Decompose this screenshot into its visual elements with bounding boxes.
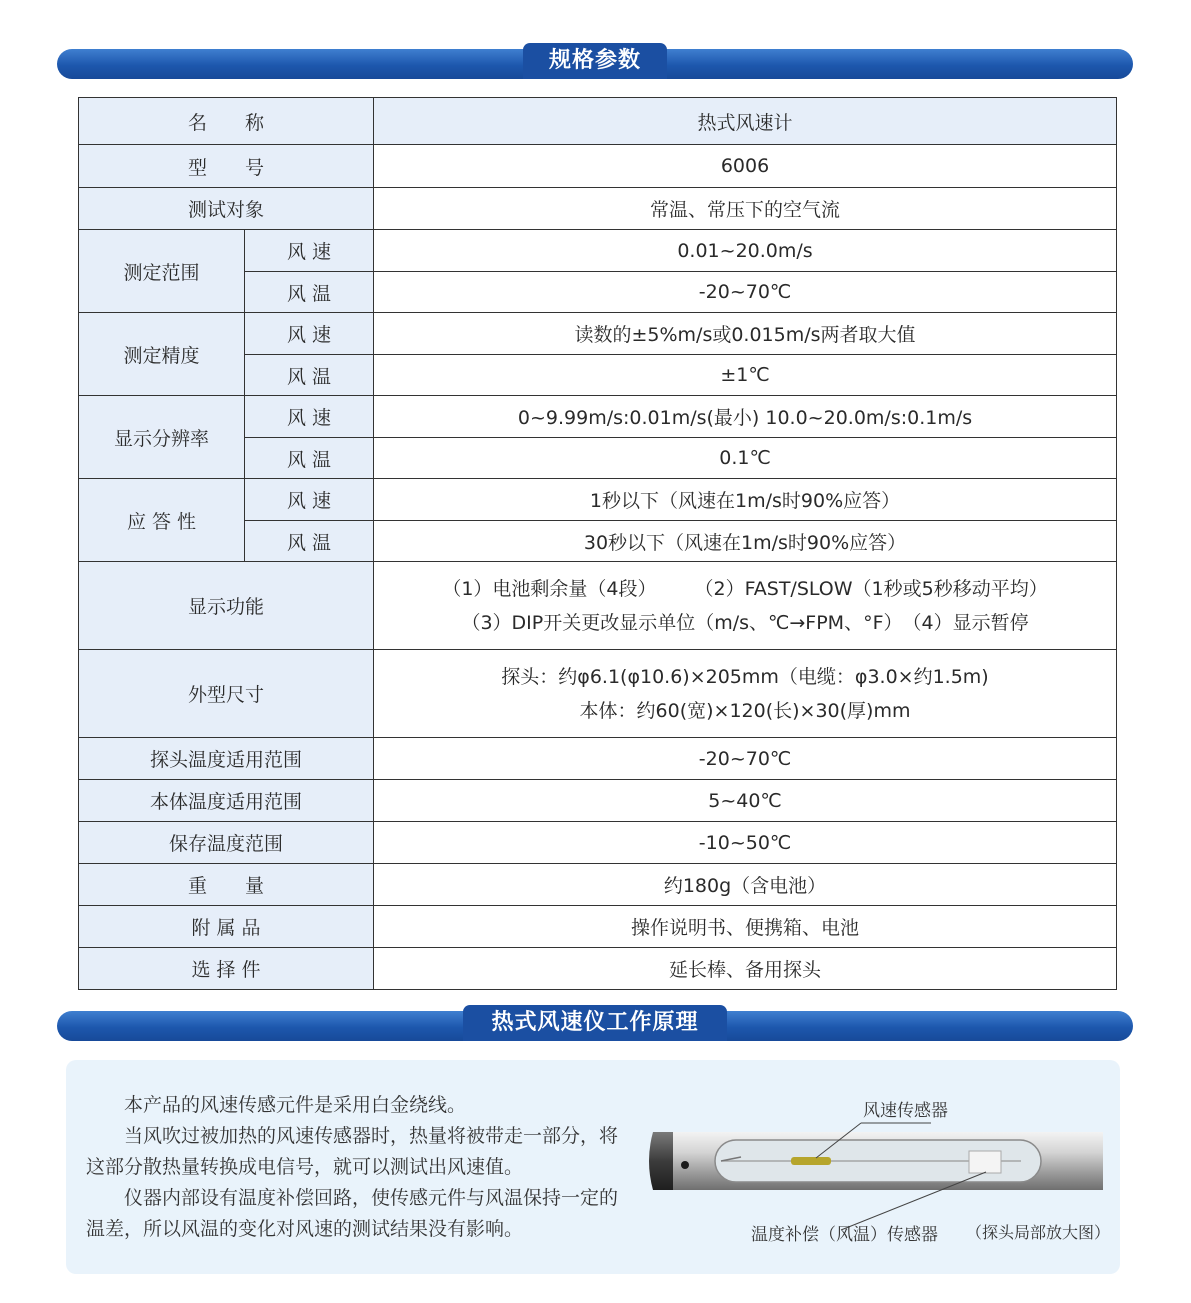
probe-hole (681, 1161, 689, 1169)
temp-sensor-element (969, 1151, 1001, 1173)
model-label: 型 号 (79, 145, 374, 188)
table-row (79, 906, 1117, 948)
accuracy-label: 测定精度 (79, 313, 245, 396)
size-line-1: 探头：约φ6.1(φ10.6)×205mm（电缆：φ3.0×约1.5m) (501, 665, 989, 688)
resolution-label: 显示分辨率 (79, 396, 245, 479)
accuracy-speed-value: 读数的±5%m/s或0.015m/s两者取大值 (374, 313, 1117, 355)
display-value (374, 562, 1117, 650)
response-speed-label: 风 速 (245, 479, 374, 521)
principle-para-2: 当风吹过被加热的风速传感器时，热量将被带走一部分，将这部分散热量转换成电信号，就可以测试出风速值。 (86, 1125, 619, 1178)
probe-temp-label: 探头温度适用范围 (79, 738, 374, 780)
body-temp-label: 本体温度适用范围 (79, 780, 374, 822)
table-row (79, 396, 1117, 438)
display-line-1: （1）电池剩余量（4段） （2）FAST/SLOW（1秒或5秒移动平均） (442, 577, 1048, 600)
table-row (79, 822, 1117, 864)
principle-section-title: 热式风速仪工作原理 (463, 1005, 727, 1041)
table-row (79, 780, 1117, 822)
range-label: 测定范围 (79, 230, 245, 313)
enlarged-view-caption: （探头局部放大图） (966, 1223, 1111, 1242)
principle-text (86, 1090, 626, 1245)
accuracy-speed-label: 风 速 (245, 313, 374, 355)
response-temp-value: 30秒以下（风速在1m/s时90%应答） (374, 521, 1117, 562)
storage-label: 保存温度范围 (79, 822, 374, 864)
accuracy-temp-value: ±1℃ (374, 355, 1117, 396)
weight-label: 重 量 (79, 864, 374, 906)
range-speed-value: 0.01~20.0m/s (374, 230, 1117, 272)
size-value (374, 650, 1117, 738)
principle-panel (66, 1060, 1120, 1274)
speed-sensor-caption: 风速传感器 (863, 1101, 948, 1121)
accessories-label: 附 属 品 (79, 906, 374, 948)
size-line-2: 本体：约60(宽)×120(长)×30(厚)mm (579, 699, 911, 722)
range-temp-value: -20~70℃ (374, 272, 1117, 313)
principle-para-1: 本产品的风速传感元件是采用白金绕线。 (124, 1094, 467, 1116)
name-label: 名 称 (79, 98, 374, 145)
response-speed-value: 1秒以下（风速在1m/s时90%应答） (374, 479, 1117, 521)
accessories-value: 操作说明书、便携箱、电池 (374, 906, 1117, 948)
weight-value: 约180g（含电池） (374, 864, 1117, 906)
display-label: 显示功能 (79, 562, 374, 650)
response-label: 应 答 性 (79, 479, 245, 562)
range-speed-label: 风 速 (245, 230, 374, 272)
resolution-speed-value: 0~9.99m/s:0.01m/s(最小) 10.0~20.0m/s:0.1m/s (374, 396, 1117, 438)
resolution-temp-value: 0.1℃ (374, 438, 1117, 479)
probe-diagram (641, 1090, 1111, 1270)
principle-para-3: 仪器内部设有温度补偿回路，使传感元件与风温保持一定的温差，所以风温的变化对风速的测试结果没有影响。 (86, 1187, 619, 1240)
spec-section-title: 规格参数 (523, 43, 667, 79)
probe-temp-value: -20~70℃ (374, 738, 1117, 780)
name-value: 热式风速计 (374, 98, 1117, 145)
table-row (79, 313, 1117, 355)
object-value: 常温、常压下的空气流 (374, 188, 1117, 230)
range-temp-label: 风 温 (245, 272, 374, 313)
accuracy-temp-label: 风 温 (245, 355, 374, 396)
options-value: 延长棒、备用探头 (374, 948, 1117, 990)
table-row (79, 479, 1117, 521)
resolution-speed-label: 风 速 (245, 396, 374, 438)
speed-sensor-element (791, 1157, 831, 1165)
table-row (79, 230, 1117, 272)
table-row (79, 562, 1117, 650)
table-row (79, 864, 1117, 906)
table-row (79, 188, 1117, 230)
object-label: 测试对象 (79, 188, 374, 230)
storage-value: -10~50℃ (374, 822, 1117, 864)
model-value: 6006 (374, 145, 1117, 188)
size-label: 外型尺寸 (79, 650, 374, 738)
spec-section-banner (57, 49, 1133, 79)
principle-section-banner (57, 1011, 1133, 1041)
temp-sensor-caption: 温度补偿（风温）传感器 (751, 1225, 938, 1245)
table-row (79, 98, 1117, 145)
options-label: 选 择 件 (79, 948, 374, 990)
table-row (79, 738, 1117, 780)
body-temp-value: 5~40℃ (374, 780, 1117, 822)
table-row (79, 145, 1117, 188)
spec-table (78, 97, 1117, 990)
resolution-temp-label: 风 温 (245, 438, 374, 479)
table-row (79, 948, 1117, 990)
table-row (79, 650, 1117, 738)
probe-cap (649, 1132, 673, 1190)
display-line-2: （3）DIP开关更改显示单位（m/s、℃→FPM、°F） （4）显示暂停 (461, 611, 1029, 634)
response-temp-label: 风 温 (245, 521, 374, 562)
